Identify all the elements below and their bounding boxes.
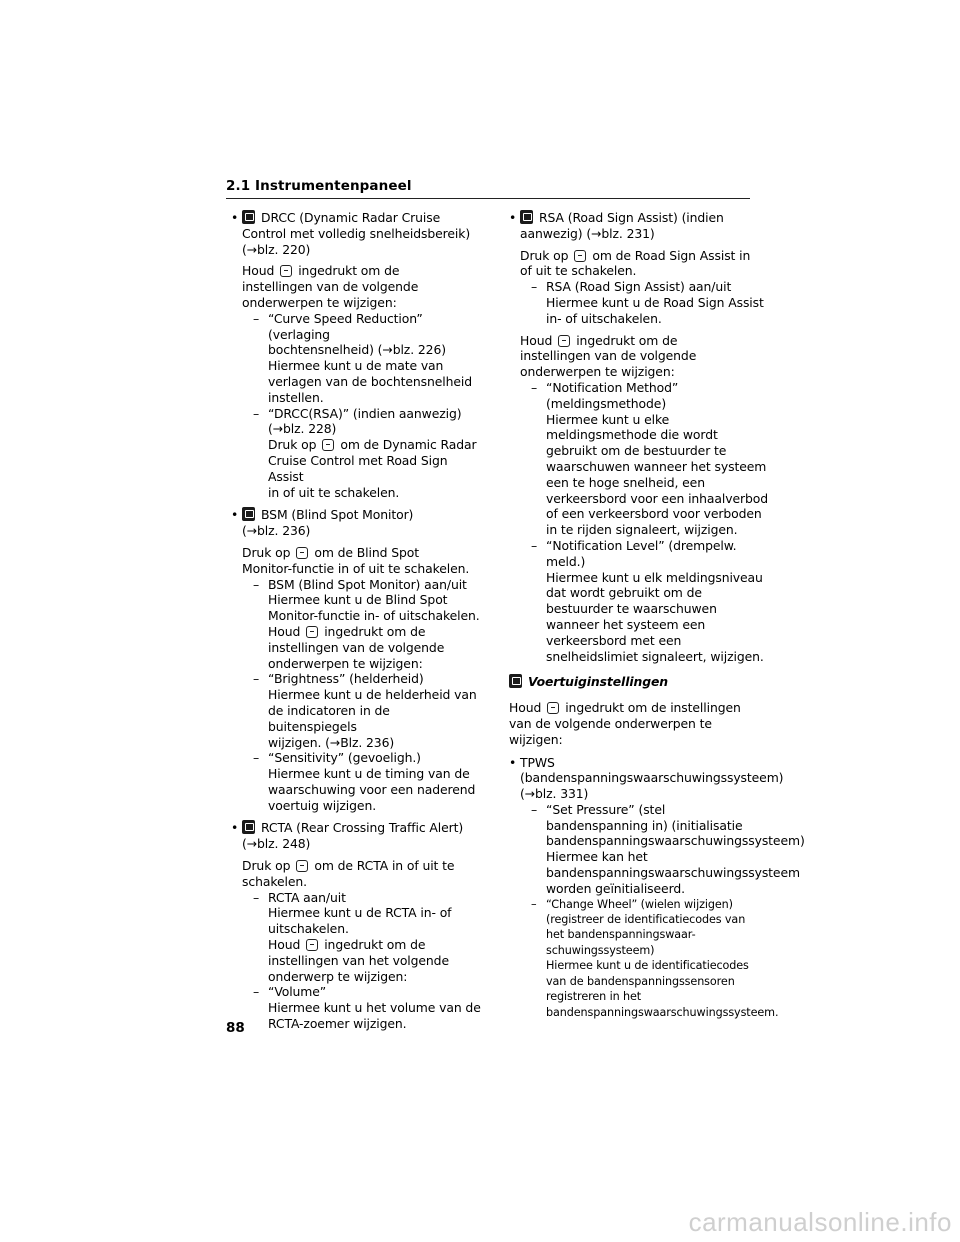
page-ref: (→blz. 220) xyxy=(242,241,311,257)
text-line: Hiermee kunt u de mate van xyxy=(268,358,444,374)
text-line: onderwerp te wijzigen: xyxy=(268,968,408,984)
text-line: meld.) xyxy=(546,553,586,569)
vehicle-settings-intro xyxy=(509,700,774,747)
text-line: Houd xyxy=(268,623,301,639)
text-line: (meldingsmethode) xyxy=(546,395,667,411)
page-ref: (→blz. 331) xyxy=(520,786,589,802)
steering-switch-icon xyxy=(296,860,308,872)
tpws-item xyxy=(509,754,805,1020)
rsa-title: RSA (Road Sign Assist) (indien xyxy=(539,210,724,225)
text-line: van de volgende onderwerpen te xyxy=(509,715,712,731)
sub-item-title: “Set Pressure” (stel xyxy=(546,801,666,817)
header-divider xyxy=(226,198,750,199)
text-line: Hiermee kunt u de identificatiecodes xyxy=(546,959,749,973)
text-line: bandenspanningswaarschuwingssysteem. xyxy=(546,1005,779,1019)
text-line: Monitor-functie in- of uitschakelen. xyxy=(268,608,480,624)
text-line: (registreer de identificatiecodes van xyxy=(546,913,746,927)
text-line: wijzigen. (→Blz. 236) xyxy=(268,734,395,750)
text-line: RCTA-zoemer wijzigen. xyxy=(268,1016,407,1032)
right-column xyxy=(509,210,805,1027)
steering-switch-icon xyxy=(322,439,334,451)
dash: – xyxy=(531,801,538,817)
text-line: Druk op xyxy=(242,858,291,874)
text-line: onderwerpen te wijzigen: xyxy=(520,364,675,380)
sub-item-title: “Curve Speed Reduction” (verlaging xyxy=(268,310,423,342)
tpws-title: TPWS xyxy=(520,754,555,770)
text-line: instellingen van het volgende xyxy=(268,952,449,968)
text-line: ingedrukt om de instellingen xyxy=(565,700,741,716)
section-header xyxy=(226,178,750,199)
dash: – xyxy=(253,750,260,766)
text-line: instellingen van de volgende xyxy=(520,348,697,364)
text-line: (bandenspanningswaarschuwingssysteem) xyxy=(520,770,784,786)
sub-item-title: BSM (Blind Spot Monitor) aan/uit xyxy=(268,576,467,592)
text-line: bandenspanningswaarschuwingssysteem) xyxy=(546,833,805,849)
text-line: van de bandenspanningssensoren xyxy=(546,974,735,988)
bullet: • xyxy=(231,820,239,836)
text-line: verlagen van de bochtensnelheid xyxy=(268,373,473,389)
dash: – xyxy=(531,897,537,911)
text-line: dat wordt gebruikt om de xyxy=(546,585,702,601)
text-line: ingedrukt om de xyxy=(298,263,400,279)
page-ref: aanwezig) (→blz. 231) xyxy=(520,225,655,241)
sub-item-title: “Sensitivity” (gevoeligh.) xyxy=(268,750,421,766)
text-line: onderwerpen te wijzigen: xyxy=(242,294,397,310)
dash: – xyxy=(253,671,260,687)
sub-item-title: RSA (Road Sign Assist) aan/uit xyxy=(546,279,732,295)
text-line: waarschuwing voor een naderend xyxy=(268,781,476,797)
text-line: Hiermee kunt u elk meldingsniveau xyxy=(546,569,763,585)
text-line: uitschakelen. xyxy=(268,921,349,937)
text-line: bochtensnelheid) (→blz. 226) xyxy=(268,342,446,358)
steering-switch-icon xyxy=(574,250,586,262)
steering-switch-icon xyxy=(558,335,570,347)
drcc-icon xyxy=(242,210,255,224)
bullet: • xyxy=(231,507,239,523)
steering-switch-icon xyxy=(306,626,318,638)
text-line: Hiermee kunt u de helderheid van xyxy=(268,687,477,703)
bsm-item xyxy=(231,507,481,813)
page-ref: (→blz. 236) xyxy=(242,523,311,539)
rcta-item xyxy=(231,820,481,1031)
text-line: wijzigen: xyxy=(509,731,563,747)
steering-switch-icon xyxy=(280,265,292,277)
sub-item-title: “DRCC(RSA)” (indien aanwezig) xyxy=(268,405,462,421)
bullet: • xyxy=(231,210,239,225)
drcc-item xyxy=(231,210,481,500)
text-line: Houd xyxy=(268,937,301,953)
text-line: schakelen. xyxy=(242,873,307,889)
text-line: om de Road Sign Assist in xyxy=(592,247,751,263)
bullet: • xyxy=(509,210,517,225)
page-ref: (→blz. 228) xyxy=(268,421,337,437)
text-line: in of uit te schakelen. xyxy=(268,484,400,500)
text-line: Hiermee kunt u de Blind Spot xyxy=(268,592,448,608)
text-line: Houd xyxy=(509,700,542,716)
text-line: onderwerpen te wijzigen: xyxy=(268,655,423,671)
steering-switch-icon xyxy=(306,939,318,951)
text-line: schuwingssysteem) xyxy=(546,943,655,957)
text-line: voertuig wijzigen. xyxy=(268,797,377,813)
text-line: Hiermee kan het xyxy=(546,849,648,865)
vehicle-settings-heading xyxy=(509,674,774,690)
text-line: bestuurder te waarschuwen xyxy=(546,601,717,617)
text-line: worden geïnitialiseerd. xyxy=(546,880,685,896)
text-line: verkeersbord met een xyxy=(546,632,682,648)
text-line: Druk op xyxy=(520,247,569,263)
text-line: Houd xyxy=(242,263,275,279)
sub-item-title: “Change Wheel” (wielen wijzigen) xyxy=(546,897,733,911)
text-line: bandenspanning in) (initialisatie xyxy=(546,817,743,833)
text-line: de indicatoren in de buitenspiegels xyxy=(268,702,390,734)
text-line: om de Dynamic Radar xyxy=(340,437,477,453)
text-line: Control met volledig snelheidsbereik) xyxy=(242,225,471,241)
text-line: Cruise Control met Road Sign Assist xyxy=(268,452,448,484)
text-line: verkeersbord voor een inhaalverbod xyxy=(546,490,769,506)
vehicle-settings-icon xyxy=(509,674,522,688)
rcta-icon xyxy=(242,820,255,834)
text-line: Hiermee kunt u het volume van de xyxy=(268,1000,481,1016)
text-line: om de Blind Spot xyxy=(314,544,419,560)
sub-item-title: “Volume” xyxy=(268,984,327,1000)
text-line: instellingen van de volgende xyxy=(242,279,419,295)
dash: – xyxy=(531,379,538,395)
text-line: ingedrukt om de xyxy=(576,332,678,348)
dash: – xyxy=(531,279,538,295)
rcta-title: RCTA (Rear Crossing Traffic Alert) xyxy=(261,820,464,836)
section-title: 2.1 Instrumentenpaneel xyxy=(226,178,412,194)
bullet: • xyxy=(509,754,517,770)
steering-switch-icon xyxy=(296,547,308,559)
text-line: of een verkeersbord voor verboden xyxy=(546,506,762,522)
dash: – xyxy=(253,889,260,905)
dash: – xyxy=(253,576,260,592)
dash: – xyxy=(253,984,260,1000)
page-ref: (→blz. 248) xyxy=(242,836,311,852)
text-line: Druk op xyxy=(242,544,291,560)
heading-text: Voertuiginstellingen xyxy=(528,674,669,690)
text-line: Hiermee kunt u de Road Sign Assist xyxy=(546,294,764,310)
text-line: Hiermee kunt u de RCTA in- of xyxy=(268,905,452,921)
text-line: meldingsmethode die wordt xyxy=(546,427,718,443)
drcc-title: DRCC (Dynamic Radar Cruise xyxy=(261,210,441,225)
text-line: waarschuwen wanneer het systeem xyxy=(546,458,767,474)
sub-item-title: “Notification Method” xyxy=(546,379,679,395)
text-line: bandenspanningswaarschuwingssysteem xyxy=(546,865,800,881)
text-line: snelheidslimiet signaleert, wijzigen. xyxy=(546,648,764,664)
text-line: Hiermee kunt u elke xyxy=(546,411,670,427)
text-line: een te hoge snelheid, een xyxy=(546,474,705,490)
text-line: Hiermee kunt u de timing van de xyxy=(268,766,470,782)
text-line: in te rijden signaleert, wijzigen. xyxy=(546,522,738,538)
text-line: instellingen van de volgende xyxy=(268,639,445,655)
text-line: Druk op xyxy=(268,437,317,453)
rsa-item xyxy=(509,210,774,664)
text-line: om de RCTA in of uit te xyxy=(314,858,455,874)
sub-item-title: RCTA aan/uit xyxy=(268,889,346,905)
text-line: Houd xyxy=(520,332,553,348)
text-line: of uit te schakelen. xyxy=(520,263,637,279)
rsa-icon xyxy=(520,210,533,224)
sub-item-title: “Brightness” (helderheid) xyxy=(268,671,424,687)
dash: – xyxy=(531,537,538,553)
left-column xyxy=(231,210,481,1039)
bsm-icon xyxy=(242,507,255,521)
text-line: instellen. xyxy=(268,389,324,405)
text-line: in- of uitschakelen. xyxy=(546,310,662,326)
dash: – xyxy=(253,310,260,326)
text-line: gebruikt om de bestuurder te xyxy=(546,443,727,459)
steering-switch-icon xyxy=(547,702,559,714)
page-number: 88 xyxy=(226,1020,245,1036)
text-line: registreren in het xyxy=(546,990,642,1004)
sub-item-title: “Notification Level” (drempelw. xyxy=(546,537,737,553)
dash: – xyxy=(253,405,260,421)
bsm-title: BSM (Blind Spot Monitor) xyxy=(261,507,414,523)
watermark: carmanualsonline.info xyxy=(688,1207,952,1237)
text-line: wanneer het systeem een xyxy=(546,616,706,632)
text-line: het bandenspanningswaar- xyxy=(546,928,696,942)
text-line: ingedrukt om de xyxy=(324,937,426,953)
text-line: Monitor-functie in of uit te schakelen. xyxy=(242,560,470,576)
text-line: ingedrukt om de xyxy=(324,623,426,639)
